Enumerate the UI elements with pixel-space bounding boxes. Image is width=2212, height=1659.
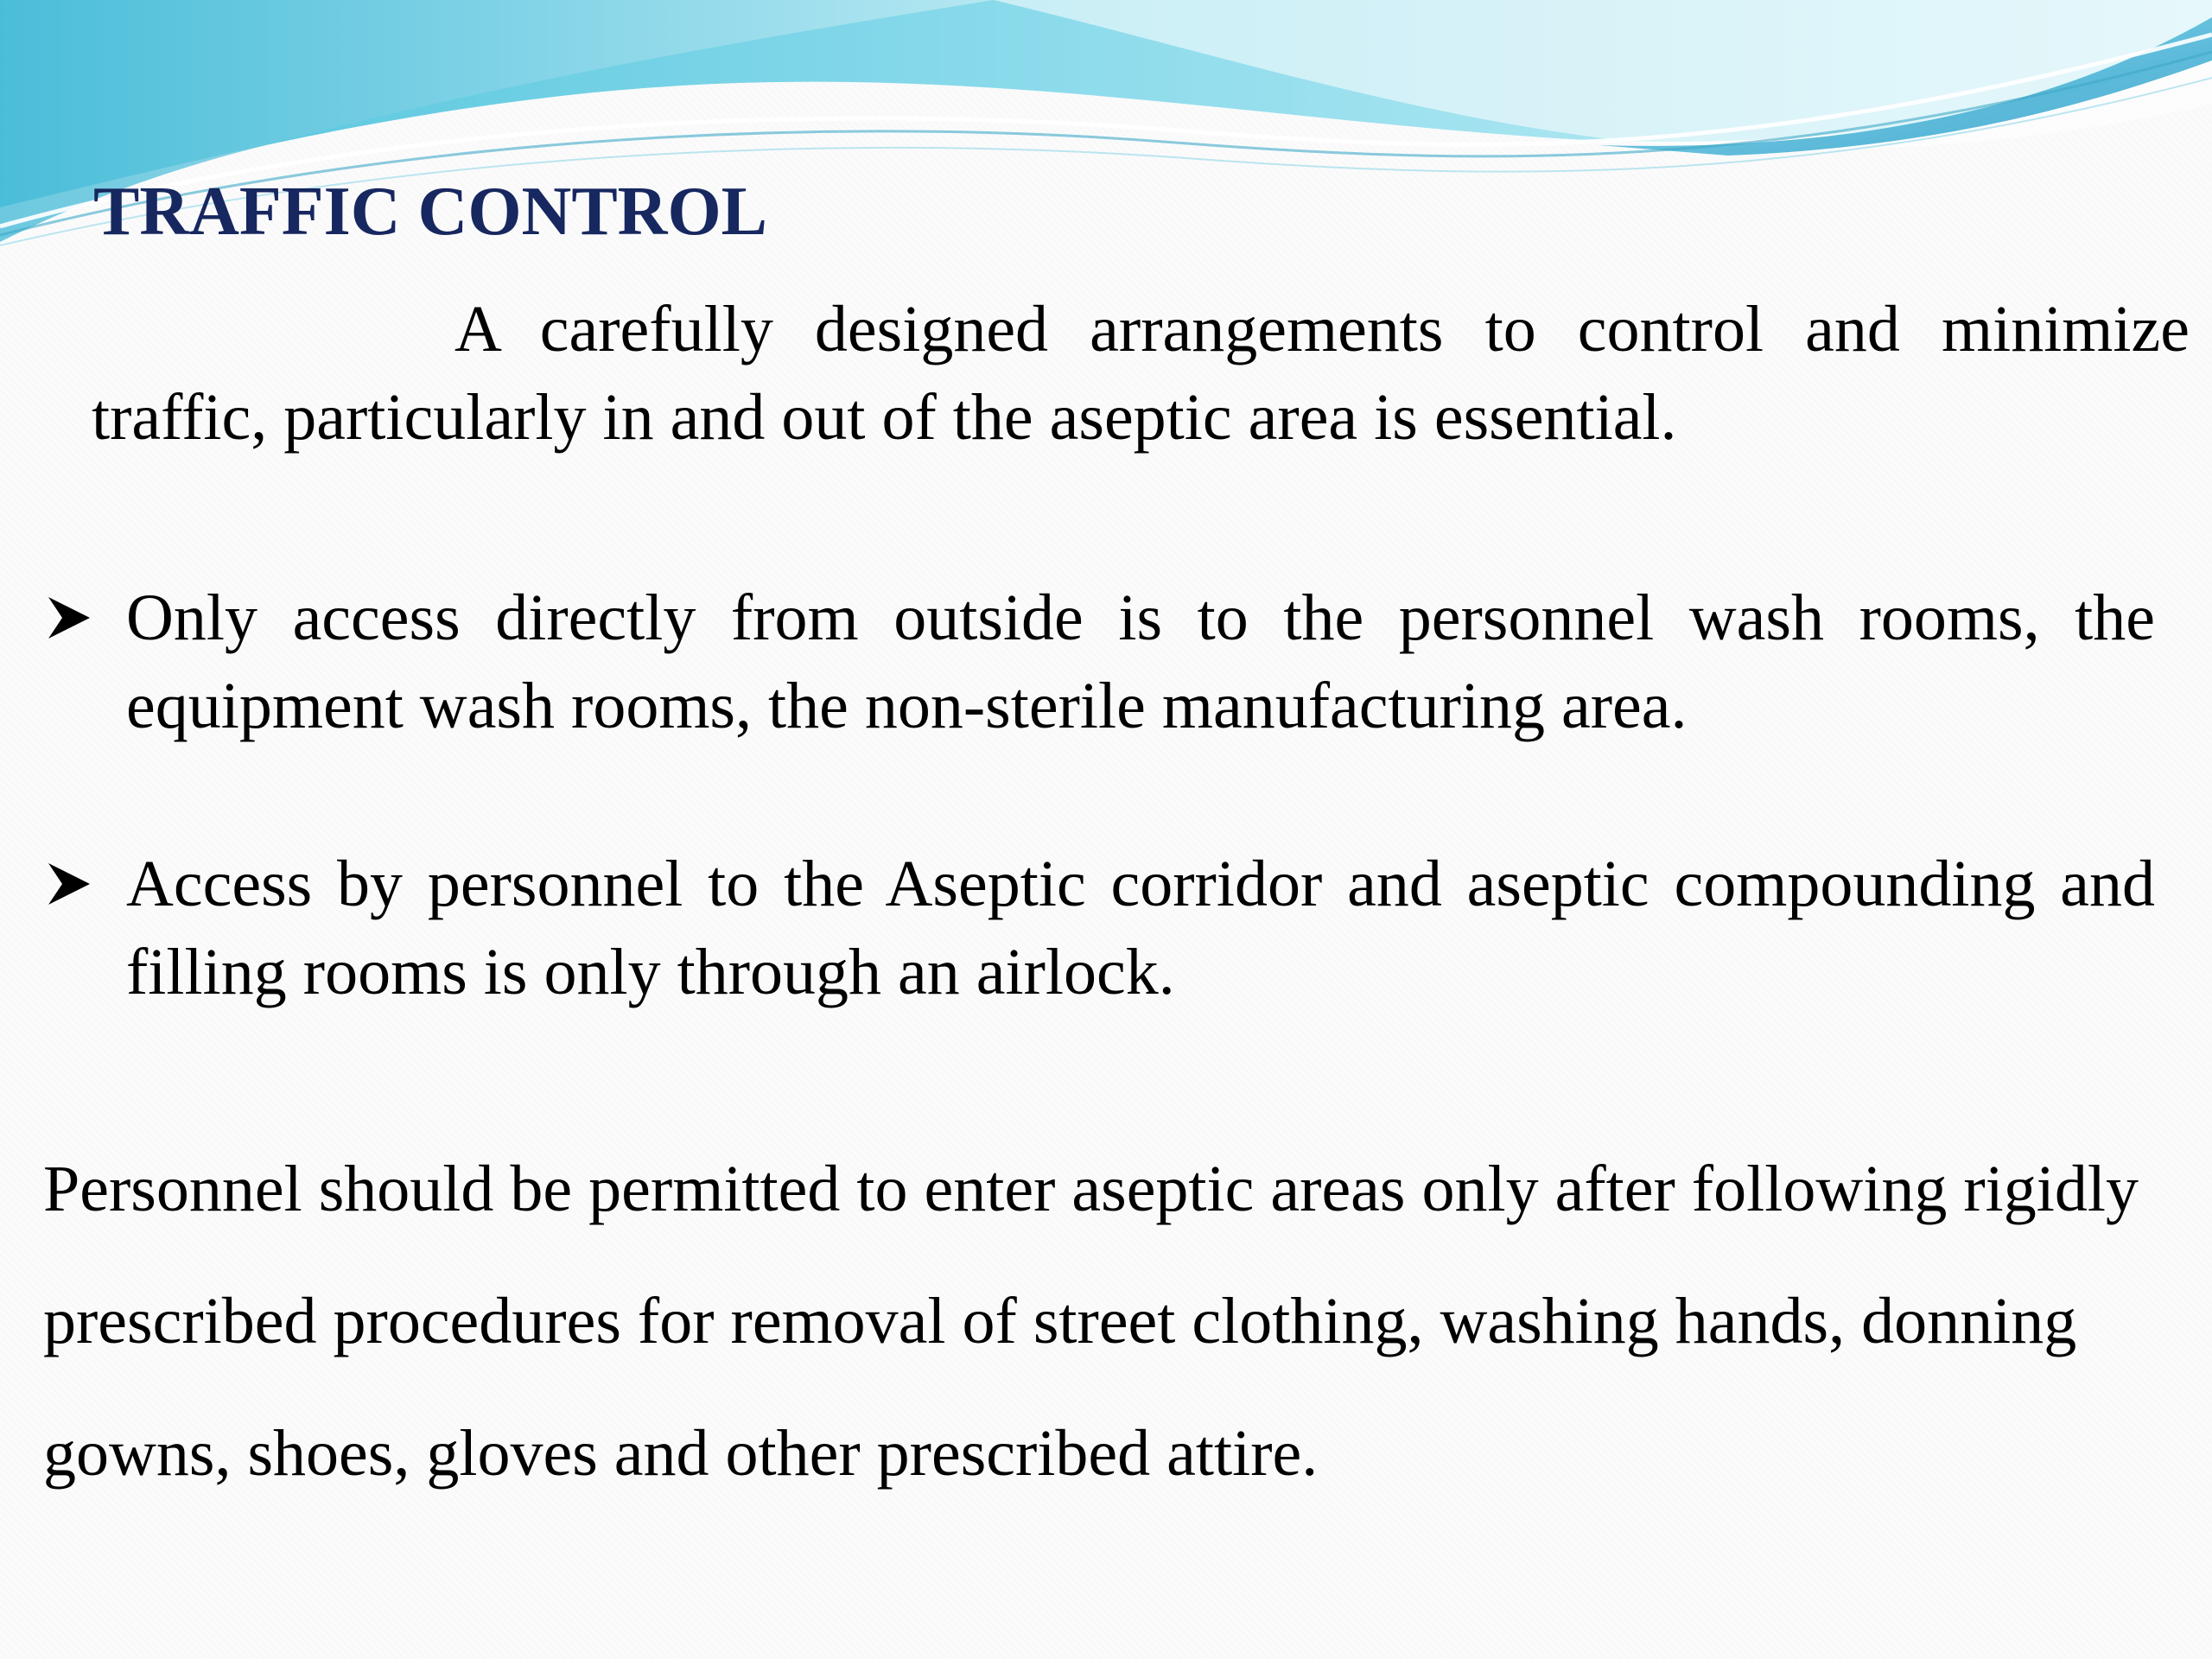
arrow-bullet-icon bbox=[45, 574, 126, 662]
arrow-bullet-icon bbox=[45, 840, 126, 928]
slide-title: TRAFFIC CONTROL bbox=[93, 174, 768, 250]
bullet-item-outside-access bbox=[45, 574, 2155, 750]
bullet-text: Access by personnel to the Aseptic corridor and aseptic compounding and filling rooms is only through an airlock. bbox=[126, 848, 2155, 1008]
closing-paragraph: Personnel should be permitted to enter aseptic areas only after following rigidly prescribed procedures for removal of street clothing, washing hands, donning gowns, shoes, gloves and other prescribed attire. bbox=[43, 1153, 2139, 1490]
bullet-item-airlock-access bbox=[45, 840, 2155, 1016]
bullet-text: Only access directly from outside is to the personnel wash rooms, the equipment wash rooms, the non-sterile manufacturing area. bbox=[126, 582, 2155, 742]
intro-paragraph: A carefully designed arrangements to control and minimize traffic, particularly in and out of the aseptic area is essential. bbox=[92, 293, 2190, 454]
